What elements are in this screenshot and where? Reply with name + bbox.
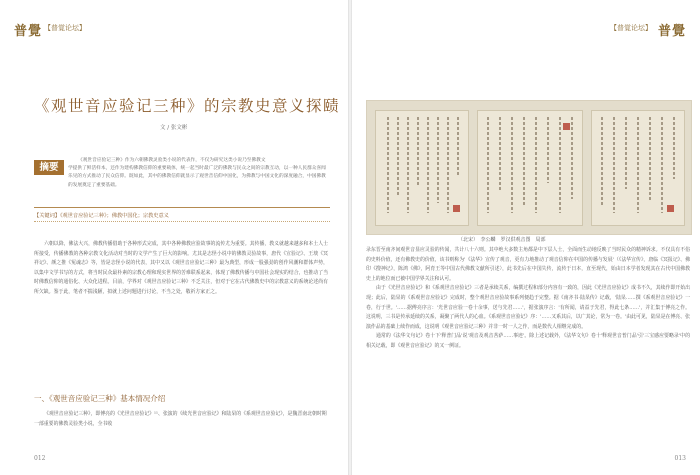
left-page <box>0 0 348 475</box>
abstract-label: 摘要 <box>34 160 64 175</box>
paragraph: 由于《光世音应验记》和《系观世音应验记》三者是承续关系，编撰过程和部分内容有一致的，因此《光世音应验记》成书不久，其续作即开始出现；此后，陆杲的《系观世音应验记》完成时，整个观世音应验故事系列便趋于完整。据《南齐书·陆杲传》记载，'陆杲……撰《系观世音应验记》一卷，行于世。'……据傅亮序言：'光世音应验一卷十余事，送与先君……'，据张演序言：'有所闻，请益于先君，得此七条……'，并汇集于傅亮之作。这说明，三书是传承延续的关系，凝聚了两代人的心血。《系观世音应验记》序：'……又系其后，以广其论，常为一卷。'由此可见，陆杲是在傅亮、张演作品的基础上续作而成，这说明《观世音应验记三种》并非一时一人之作，而是数代人相继完成的。 <box>366 285 690 330</box>
right-page <box>352 0 700 475</box>
section-heading: 一、《观世音应验记三种》基本情况介绍 <box>34 394 166 403</box>
paragraph: 通常的《法华文句记》卷十下'释普门品'说'观音及观音菩萨……事迹'。除上述记载外，《法华文句》卷十'释观世音普门品'引'三宝感应要略录'中的相关记载，即《观世音应验记》的又一例证。 <box>366 333 690 349</box>
body-text-left <box>34 240 328 298</box>
page-number-left: 012 <box>34 455 46 462</box>
abstract-line-1: 《观世音应验记三种》作为六朝佛教灵验类小说的代表作，不仅为研究这类小说乃至佛教文 <box>78 158 266 163</box>
paragraph: 《观世音应验记三种》，即傅亮的《光世音应验记》¹¹、张演的《续光世音应验记》和陆杲的《系观世音应验记》，是魏晋南北朝时期一部重要的佛教灵验类小说，全书收 <box>34 411 327 427</box>
article-author: 文 / 张文彬 <box>160 125 188 131</box>
magazine-logo: 普覺 <box>14 24 43 39</box>
painting-image <box>366 100 692 235</box>
keywords-divider <box>34 221 330 222</box>
paragraph: 六朝以降，佛法大兴，佛教传播借助于各种形式完成，其中各种佛教应验故事的流传尤为重要。其传播，教义就越来越多和本土人士所接受，传播佛教的各种宗教文化活动对当时的文学产生了巨大的影响。尤其是志怪小说中的佛教灵验故事，唐代《宣验记》、王琰《冥祥记》、颜之推《冤魂志》等，皆是志怪小说的代表，其中又以《观世音应验记三种》最为典型，形成一股强劲的创作风潮和群体声势，以集中文学书写的方式，将当时民众最朴素的宗教心理和现实世界的苦难联系起来，体现了佛教传播与中国社会现实的结合，也推动了当时佛教信仰的通俗化、大众化进程。目前，学界对《观世音应验记三种》不乏关注，但对于它在古代佛教史中的宗教意义的系统论述尚有所欠缺。鉴于此，笔者不揣浅陋，拟就上述问题进行讨论，不当之处，敬祈方家正之。 <box>34 241 328 295</box>
seal-stamp <box>563 123 570 130</box>
keywords: 【关键词】《观世音应验记三种》；佛教中国化；宗教史意义 <box>34 213 169 219</box>
image-caption: （北宋） 李公麟 罗汉供观音图 局部 <box>458 237 546 243</box>
section-label: 【普覚论坛】 <box>610 24 652 32</box>
abstract-text <box>68 157 330 190</box>
abstract-line-rest: 学提供了鲜活样本，还作为建构佛教信仰的重要载体，统一起当时最广泛的佛教与民众之间的宗教互动，以一种人民群众喜闻乐见的方式推动了民众信仰。既如此，其中的佛教信仰就显示了观世音信仰中国化，为佛教与中国文化的深度融合，中国佛教的发展奠定了重要基础。 <box>68 166 326 188</box>
article-title: 《观世音应验记三种》的宗教史意义探赜 <box>34 97 341 115</box>
paragraph: 录东晋至南齐间观世音显应灵验的传闻，共计八十六则。其中绝大多数主角都是中下层人士，全面而生动地反映了当时民众的精神诉求。不仅具有不俗的史料价值，还有佛教史的价值，该书则称为'《法华》宣传了观音，更有力地推动了观音信仰在中国的传播与发展'（《法华宣传》，唐临《冥报记》、佛印《搜神记》，陈鸿《佛》，阿育王等中国古代佛教文献所引述），此书先后在中国失传，流传于日本，直至现代，始由日本学者发现其在古代中国佛教史上的地位而已被中国学界关注和认可。 <box>366 247 690 282</box>
body-text-right <box>366 246 690 352</box>
seal-stamp <box>453 205 460 212</box>
page-number-right: 013 <box>674 455 686 462</box>
abstract-divider <box>34 207 330 208</box>
magazine-logo: 普覺 <box>657 24 686 39</box>
section-label: 【普覚论坛】 <box>44 24 86 32</box>
seal-stamp <box>667 205 674 212</box>
